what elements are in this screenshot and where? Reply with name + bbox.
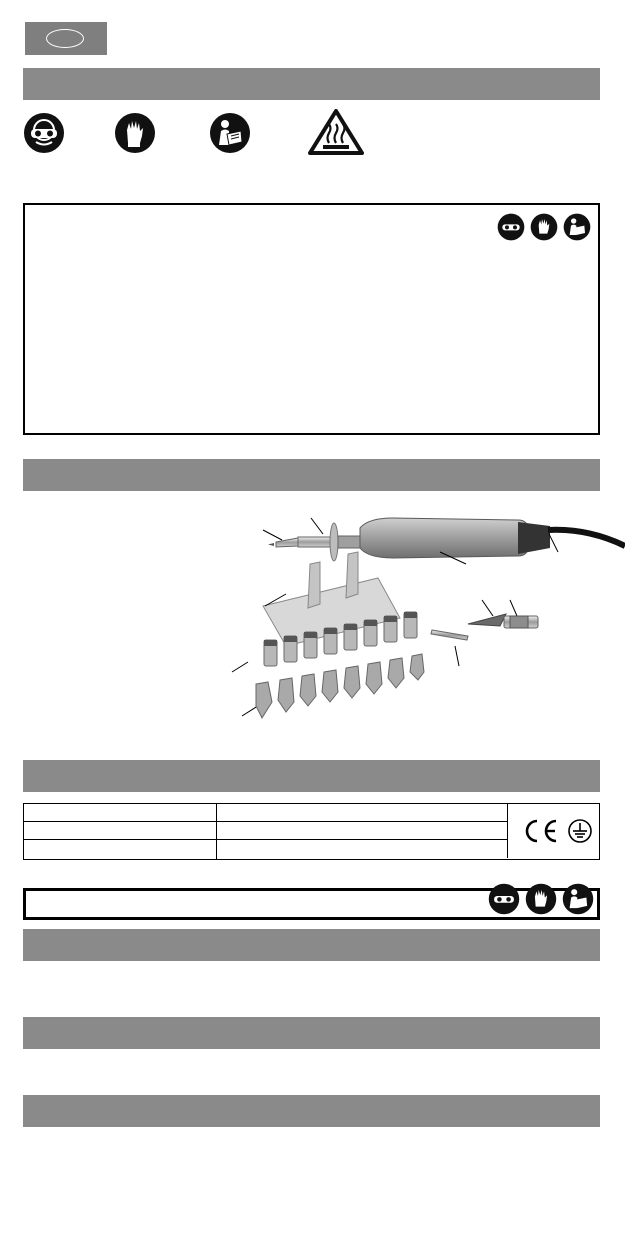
gloves-icon: [114, 112, 156, 154]
section-bar-disposal: [23, 1095, 600, 1127]
pyrography-pen-set-illustration: [228, 506, 625, 738]
hot-surface-warning-icon: [308, 109, 364, 155]
warning-box: [23, 888, 600, 920]
section-bar-components: [23, 459, 600, 491]
gloves-icon: [525, 883, 557, 920]
table-row: [24, 804, 507, 822]
section-bar-safety: [23, 68, 600, 100]
read-manual-icon: [562, 883, 594, 920]
safety-notice-box: [23, 203, 600, 435]
conformity-marks: [507, 804, 600, 858]
section-bar-technical-data: [23, 760, 600, 792]
section-bar-maintenance: [23, 1017, 600, 1049]
read-manual-icon: [563, 213, 591, 246]
gloves-icon: [530, 213, 558, 246]
technical-data-table: [23, 803, 600, 860]
read-manual-icon: [209, 112, 251, 154]
ce-mark-icon: [527, 821, 556, 841]
language-badge: [25, 22, 107, 55]
table-row: [24, 822, 507, 840]
product-illustration: [228, 506, 625, 738]
column-divider: [216, 804, 217, 859]
protective-earth-icon: [569, 820, 591, 842]
goggles-icon: [497, 213, 525, 246]
goggles-icon: [23, 112, 65, 154]
goggles-icon: [488, 883, 520, 920]
section-bar-use: [23, 929, 600, 961]
language-oval: [46, 29, 84, 48]
